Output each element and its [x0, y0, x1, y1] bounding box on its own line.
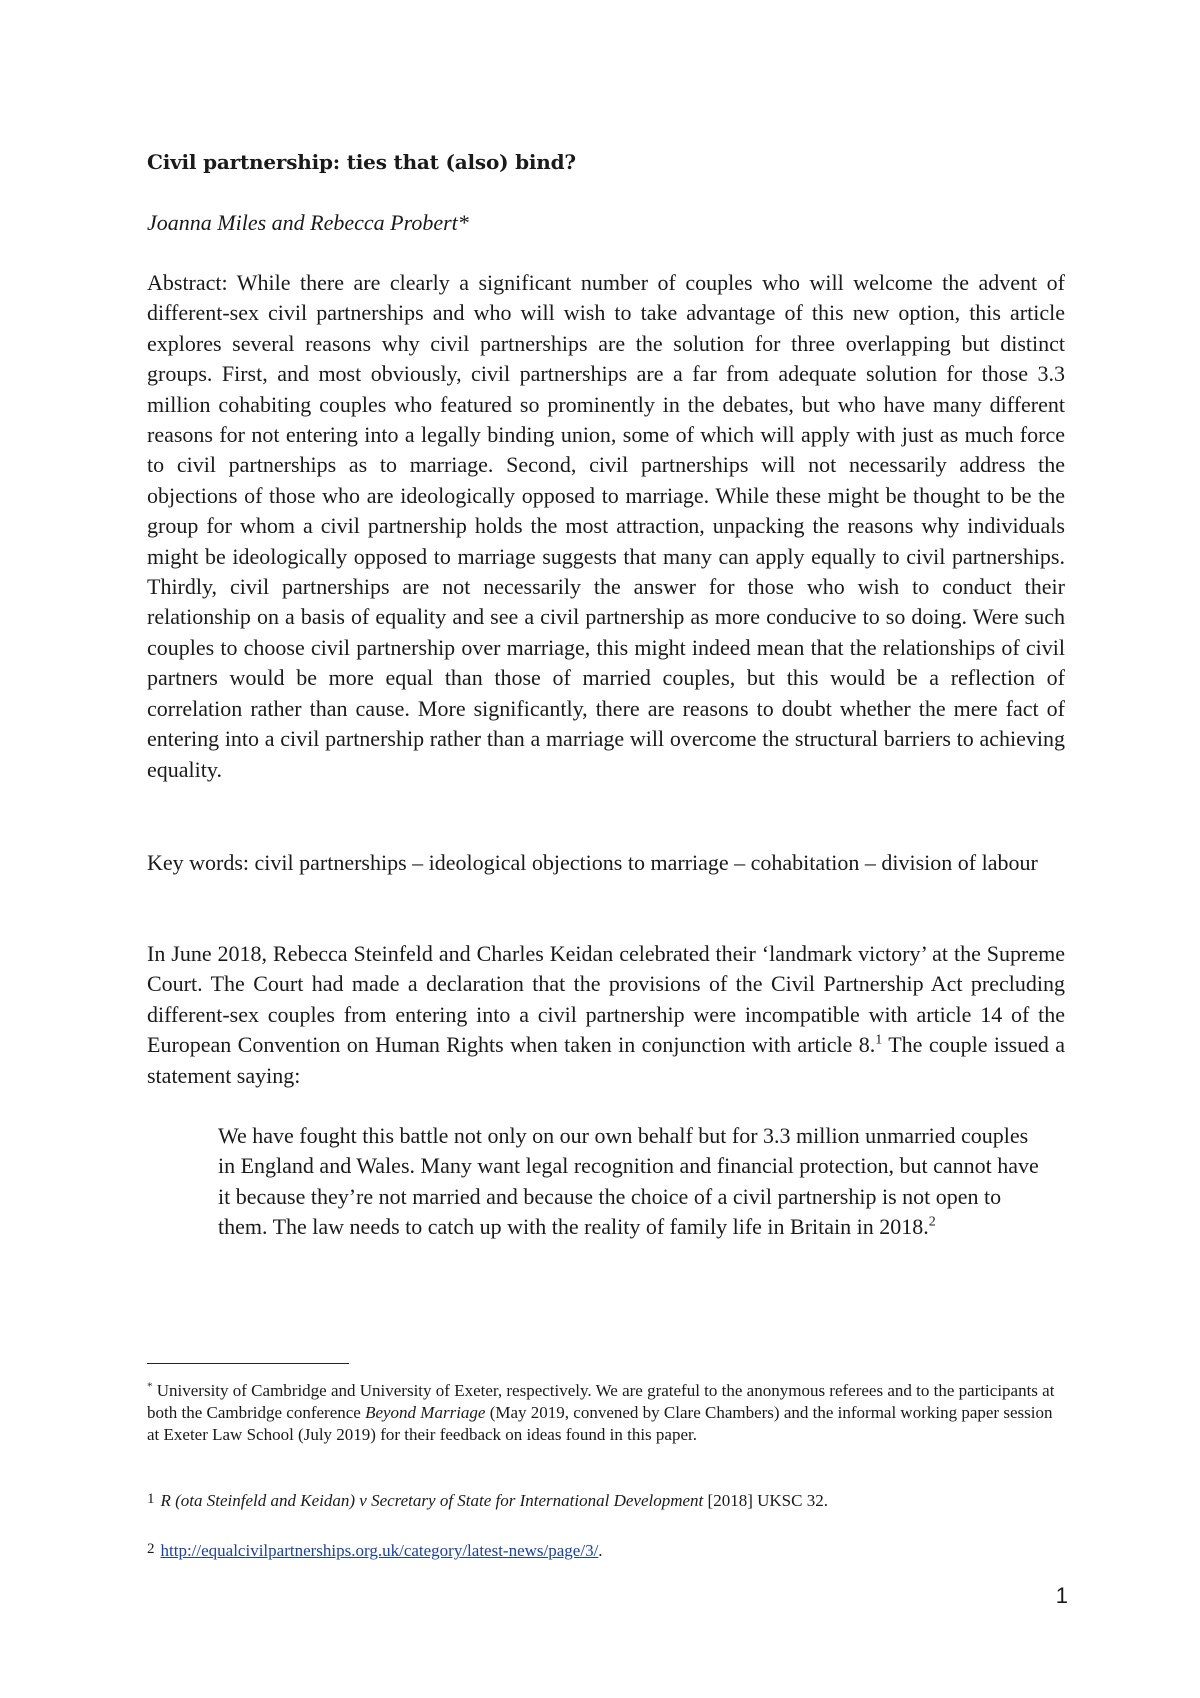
keywords-paragraph: Key words: civil partnerships – ideological objections to marriage – cohabitation – division of labour — [147, 850, 1038, 875]
footnote-2-link[interactable]: http://equalcivilpartnerships.org.uk/category/latest-news/page/3/ — [160, 1541, 599, 1560]
intro-paragraph — [147, 939, 1065, 1091]
footnote-star-text-end: (May 2019, convened by Clare Chambers) and the informal working paper session at Exeter Law School (July 2019) for their feedback on ideas found in this paper. — [147, 1403, 1053, 1444]
article-title: Civil partnership: ties that (also) bind? — [147, 150, 576, 174]
footnote-1 — [147, 1488, 1065, 1512]
footnote-ref-2[interactable]: 2 — [928, 1214, 936, 1230]
footnote-1-citation: [2018] UKSC 32. — [703, 1491, 828, 1510]
author-footnote-mark: * — [457, 210, 469, 235]
footnote-star-conference: Beyond Marriage — [365, 1403, 486, 1422]
footnote-ref-1[interactable]: 1 — [875, 1032, 883, 1048]
article-authors — [147, 210, 1065, 236]
footnote-2-number: 2 — [147, 1541, 155, 1557]
footnote-2-punct: . — [598, 1541, 603, 1560]
footnote-star-mark: * — [147, 1380, 153, 1393]
intro-text: In June 2018, Rebecca Steinfeld and Charles Keidan celebrated their ‘landmark victory’ at the Supreme Court. The Court had made a declaration that the provisions of the Civil Partnership Act precluding different-sex couples from entering into a civil partnership were incompatible with article 14 of the European Convention on Human Rights when taken in conjunction with article 8. — [147, 941, 1065, 1058]
author-names: Joanna Miles and Rebecca Probert — [147, 210, 458, 235]
page-number: 1 — [1055, 1583, 1068, 1608]
footnote-author — [147, 1380, 1065, 1446]
footnote-1-number: 1 — [147, 1491, 155, 1507]
abstract-paragraph: Abstract: While there are clearly a significant number of couples who will welcome the advent of different-sex civil partnerships and who will wish to take advantage of this new option, this article explores several reasons why civil partnerships are the solution for three overlapping but distinct groups. First, and most obviously, civil partnerships are a far from adequate solution for those 3.3 million cohabiting couples who featured so prominently in the debates, but who have many different reasons for not entering into a legally binding union, some of which will apply with just as much force to civil partnerships as to marriage. Second, civil partnerships will not necessarily address the objections of those who are ideologically opposed to marriage. While these might be thought to be the group for whom a civil partnership holds the most attraction, unpacking the reasons why individuals might be ideologically opposed to marriage suggests that many can apply equally to civil partnerships. Thirdly, civil partnerships are not necessarily the answer for those who wish to conduct their relationship on a basis of equality and see a civil partnership as more conducive to so doing. Were such couples to choose civil partnership over marriage, this might indeed mean that the relationships of civil partners would be more equal than those of married couples, but this would be a reflection of correlation rather than cause. More significantly, there are reasons to doubt whether the mere fact of entering into a civil partnership rather than a marriage will overcome the structural barriers to achieving equality. — [147, 270, 1065, 782]
intro-text-continued: The couple issued a statement saying: — [147, 1032, 1065, 1088]
footnote-1-case-name: R (ota Steinfeld and Keidan) v Secretary of State for International Development — [160, 1491, 704, 1510]
footnote-star-text: University of Cambridge and University of Exeter, respectively. We are grateful to the anonymous referees and to the participants at both the Cambridge conference — [147, 1381, 1055, 1422]
footnote-separator — [147, 1363, 349, 1364]
quote-text: We have fought this battle not only on our own behalf but for 3.3 million unmarried couples in England and Wales. Many want legal recognition and financial protection, but cannot have it because they’re not married and because the choice of a civil partnership is not open to them. The law needs to catch up with the reality of family life in Britain in 2018. — [218, 1123, 1039, 1240]
footnote-2 — [147, 1538, 1065, 1562]
block-quote — [218, 1121, 1048, 1243]
